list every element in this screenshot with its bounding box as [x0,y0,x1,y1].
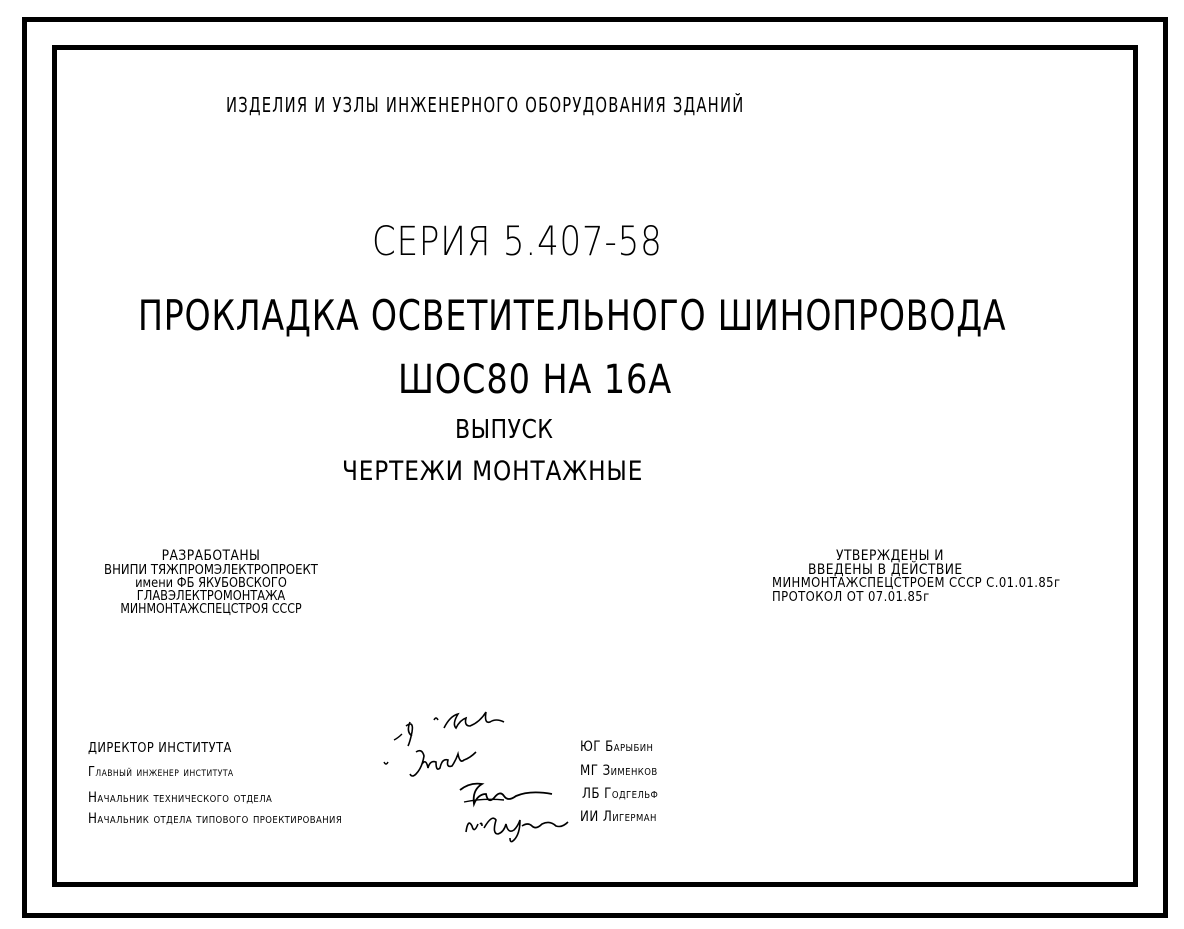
series-number: СЕРИЯ 5.407-58 [372,219,663,265]
signatory-name: ИИ Лигерман [580,809,657,825]
developed-org-line: ВНИПИ ТЯЖПРОМЭЛЕКТРОПРОЕКТ [104,563,318,578]
developed-heading: РАЗРАБОТАНЫ [161,548,261,564]
developed-block [86,549,336,616]
developed-org-line: ГЛАВЭЛЕКТРОМОНТАЖА [136,589,286,604]
signatory-position: Главный инженер института [88,764,234,780]
document-title-line-1: ПРОКЛАДКА ОСВЕТИТЕЛЬНОГО ШИНОПРОВОДА [138,291,1007,340]
signatory-position: Начальник технического отдела [88,790,273,806]
approved-block [760,549,1120,604]
signatory-name: ЮГ Барыбин [580,739,654,755]
signature-director [388,706,528,746]
approved-line: ВВЕДЕНЫ В ДЕЙСТВИЕ [808,562,963,578]
approved-line: ПРОТОКОЛ ОТ 07.01.85г [772,588,930,605]
drawings-subtitle: ЧЕРТЕЖИ МОНТАЖНЫЕ [342,456,644,487]
signatory-position: Начальник отдела типового проектирования [88,811,343,827]
signatory-name: МГ Зименков [580,763,658,779]
signature-standard-design-head [462,806,572,846]
signatory-name: ЛБ Годгельф [582,786,659,802]
issue-label: ВЫПУСК [455,415,554,445]
approved-line: МИНМОНТАЖСПЕЦСТРОЕМ СССР С.01.01.85г [772,575,1061,591]
signatory-position: ДИРЕКТОР ИНСТИТУТА [88,740,232,756]
header-title: ИЗДЕЛИЯ И УЗЛЫ ИНЖЕНЕРНОГО ОБОРУДОВАНИЯ ЗДАНИЙ [226,93,745,117]
approved-line: УТВЕРЖДЕНЫ И [836,548,944,564]
document-title-line-2: ШОС80 НА 16А [398,357,673,403]
developed-org-line: имени ФБ ЯКУБОВСКОГО [135,576,287,591]
developed-org-line: МИНМОНТАЖСПЕЦСТРОЯ СССР [120,602,302,617]
